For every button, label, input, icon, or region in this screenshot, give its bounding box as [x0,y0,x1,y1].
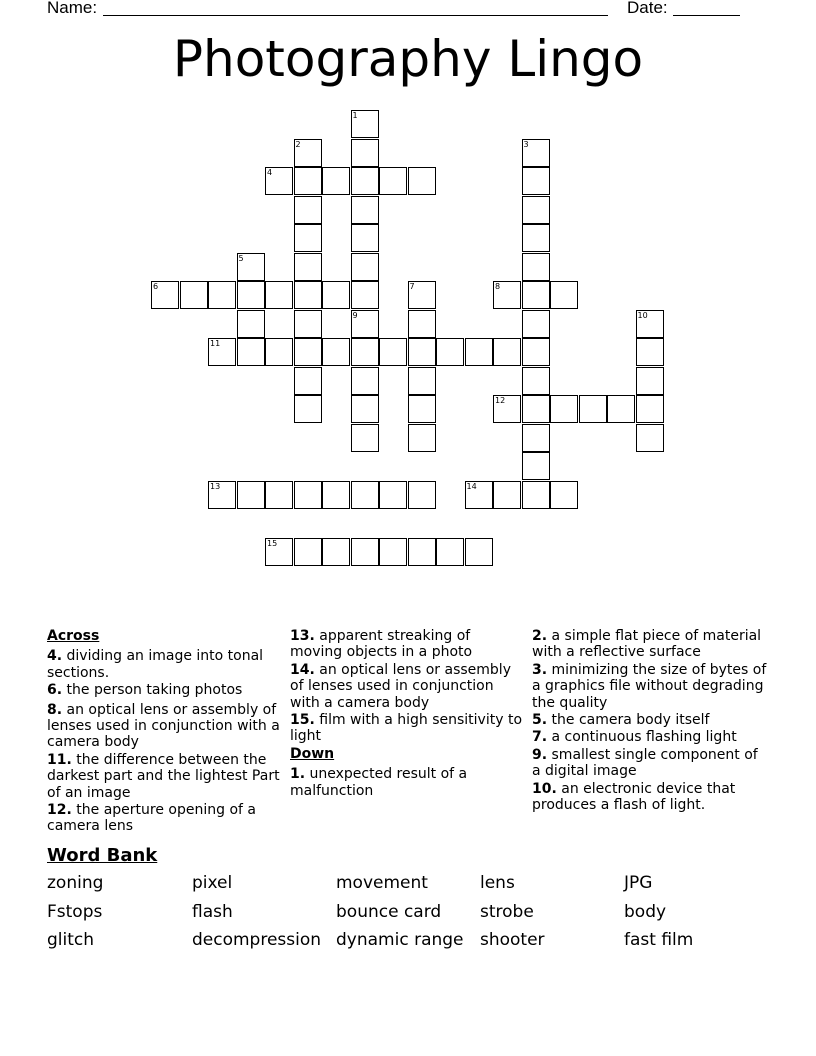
grid-cell[interactable] [294,310,322,338]
word-bank-item: movement [336,873,428,893]
grid-cell[interactable] [436,538,464,566]
grid-cell[interactable] [493,395,521,423]
grid-cell[interactable] [408,167,436,195]
clue-number: 12 [495,396,506,405]
clue-down-2: 2. a simple flat piece of material with a reflective surface [532,628,762,661]
grid-cell[interactable] [265,338,293,366]
grid-cell[interactable] [436,338,464,366]
grid-cell[interactable] [294,253,322,281]
grid-cell[interactable] [493,481,521,509]
grid-cell[interactable] [294,224,322,252]
word-bank-item: fast film [624,930,694,950]
clue-across-15: 15. film with a high sensitivity to light [290,712,523,745]
word-bank-title: Word Bank [47,845,158,866]
clue-number: 4 [267,168,273,177]
grid-cell[interactable] [408,338,436,366]
word-bank-item: strobe [480,901,534,922]
grid-cell[interactable] [351,310,379,338]
grid-cell[interactable] [636,338,664,366]
clue-across-6: 6. the person taking photos [47,682,243,699]
grid-cell[interactable] [522,424,550,452]
grid-cell[interactable] [237,310,265,338]
clue-number: 9 [352,310,358,320]
clue-number: 2 [295,139,301,149]
grid-cell[interactable] [294,139,322,167]
grid-cell[interactable] [265,167,293,195]
grid-cell[interactable] [408,481,436,509]
word-bank-item: pixel [192,873,233,893]
grid-cell[interactable] [351,253,379,281]
clue-number: 1 [352,111,358,120]
clue-number: 6 [153,282,159,291]
clue-across-8: 8. an optical lens or assembly of lenses used in conjunction with a camera body [47,701,280,751]
clue-number: 14 [466,481,477,491]
clue-across-13: 13. apparent streaking of moving objects in a photo [290,628,473,661]
grid-cell[interactable] [379,167,407,195]
grid-cell[interactable] [237,338,265,366]
grid-cell[interactable] [351,196,379,224]
grid-cell[interactable] [294,481,322,509]
grid-cell[interactable] [522,481,550,509]
grid-cell[interactable] [322,338,350,366]
grid-cell[interactable] [408,538,436,566]
clue-number: 8 [495,282,501,291]
grid-cell[interactable] [522,196,550,224]
across-heading: Across [47,628,100,644]
date-label: Date: [627,0,668,17]
clue-down-5: 5. the camera body itself [532,712,710,729]
grid-cell[interactable] [294,538,322,566]
grid-cell[interactable] [408,281,436,309]
grid-cell[interactable] [408,367,436,395]
word-bank-item: glitch [47,930,95,950]
name-label: Name: [47,0,98,17]
grid-cell[interactable] [408,395,436,423]
grid-cell[interactable] [550,481,578,509]
grid-cell[interactable] [636,424,664,452]
grid-cell[interactable] [636,310,664,338]
grid-cell[interactable] [265,538,293,566]
grid-cell[interactable] [408,424,436,452]
word-bank-item: shooter [480,930,545,950]
page-title: Photography Lingo [172,30,644,88]
grid-cell[interactable] [180,281,208,309]
word-bank-item: lens [480,873,515,893]
grid-cell[interactable] [265,481,293,509]
grid-cell[interactable] [151,281,179,309]
grid-cell[interactable] [493,338,521,366]
word-bank-item: body [624,901,667,922]
grid-cell[interactable] [522,310,550,338]
grid-cell[interactable] [379,338,407,366]
grid-cell[interactable] [322,167,350,195]
grid-cell[interactable] [351,224,379,252]
grid-cell[interactable] [351,481,379,509]
clue-column-1 [47,628,282,836]
grid-cell[interactable] [636,395,664,423]
clue-down-7: 7. a continuous flashing light [532,729,737,746]
word-bank-item: flash [192,901,233,922]
clue-across-14: 14. an optical lens or assembly of lenses used in conjunction with a camera body [290,661,511,711]
clue-column-3 [532,628,767,814]
grid-cell[interactable] [294,281,322,309]
grid-cell[interactable] [351,110,379,138]
clue-number: 13 [210,481,221,491]
grid-cell[interactable] [208,281,236,309]
grid-cell[interactable] [522,281,550,309]
grid-cell[interactable] [465,338,493,366]
clue-number: 7 [409,282,415,291]
word-bank-item: dynamic range [336,930,464,950]
clue-across-11: 11. the difference between the darkest part and the lightest Part of an image [47,751,280,801]
clue-number: 3 [523,139,529,149]
grid-cell[interactable] [379,538,407,566]
grid-cell[interactable] [493,281,521,309]
word-bank-item: JPG [624,873,653,893]
grid-cell[interactable] [237,281,265,309]
grid-cell[interactable] [351,167,379,195]
grid-cell[interactable] [522,395,550,423]
clue-number: 10 [637,310,648,320]
grid-cell[interactable] [294,196,322,224]
down-heading: Down [290,745,335,762]
grid-cell[interactable] [294,338,322,366]
grid-cell[interactable] [522,338,550,366]
grid-cell[interactable] [351,281,379,309]
grid-cell[interactable] [351,338,379,366]
grid-cell[interactable] [408,310,436,338]
grid-cell[interactable] [607,395,635,423]
word-bank-item: bounce card [336,901,442,922]
grid-cell[interactable] [379,481,407,509]
clue-column-2 [290,628,525,800]
word-bank-item: Fstops [47,901,103,922]
grid-cell[interactable] [351,367,379,395]
grid-cell[interactable] [522,224,550,252]
grid-cell[interactable] [351,424,379,452]
grid-cell[interactable] [550,281,578,309]
clue-down-1: 1. unexpected result of a malfunction [290,766,468,799]
grid-cell[interactable] [351,538,379,566]
clue-down-10: 10. an electronic device that produces a flash of light. [532,780,736,814]
grid-cell[interactable] [465,481,493,509]
grid-cell[interactable] [522,253,550,281]
grid-cell[interactable] [351,139,379,167]
clue-number: 5 [238,253,244,263]
clue-across-12: 12. the aperture opening of a camera lens [47,802,256,835]
clue-down-3: 3. minimizing the size of bytes of a graphics file without degrading the quality [532,661,767,711]
grid-cell[interactable] [322,281,350,309]
clue-number: 11 [210,339,221,348]
grid-cell[interactable] [265,281,293,309]
grid-cell[interactable] [636,367,664,395]
clue-across-4: 4. dividing an image into tonal sections. [47,648,264,681]
grid-cell[interactable] [237,253,265,281]
grid-cell[interactable] [322,481,350,509]
grid-cell[interactable] [522,167,550,195]
word-bank-item: zoning [47,873,104,893]
grid-cell[interactable] [208,338,236,366]
grid-cell[interactable] [322,538,350,566]
grid-cell[interactable] [522,367,550,395]
grid-cell[interactable] [550,395,578,423]
grid-cell[interactable] [237,481,265,509]
grid-cell[interactable] [465,538,493,566]
grid-cell[interactable] [522,452,550,480]
clue-down-9: 9. smallest single component of a digital image [532,746,758,780]
word-bank-item: decompression [192,930,322,950]
grid-cell[interactable] [351,395,379,423]
grid-cell[interactable] [522,139,550,167]
grid-cell[interactable] [294,367,322,395]
grid-cell[interactable] [579,395,607,423]
clue-number: 15 [267,538,278,548]
grid-cell[interactable] [294,167,322,195]
grid-cell[interactable] [208,481,236,509]
grid-cell[interactable] [294,395,322,423]
